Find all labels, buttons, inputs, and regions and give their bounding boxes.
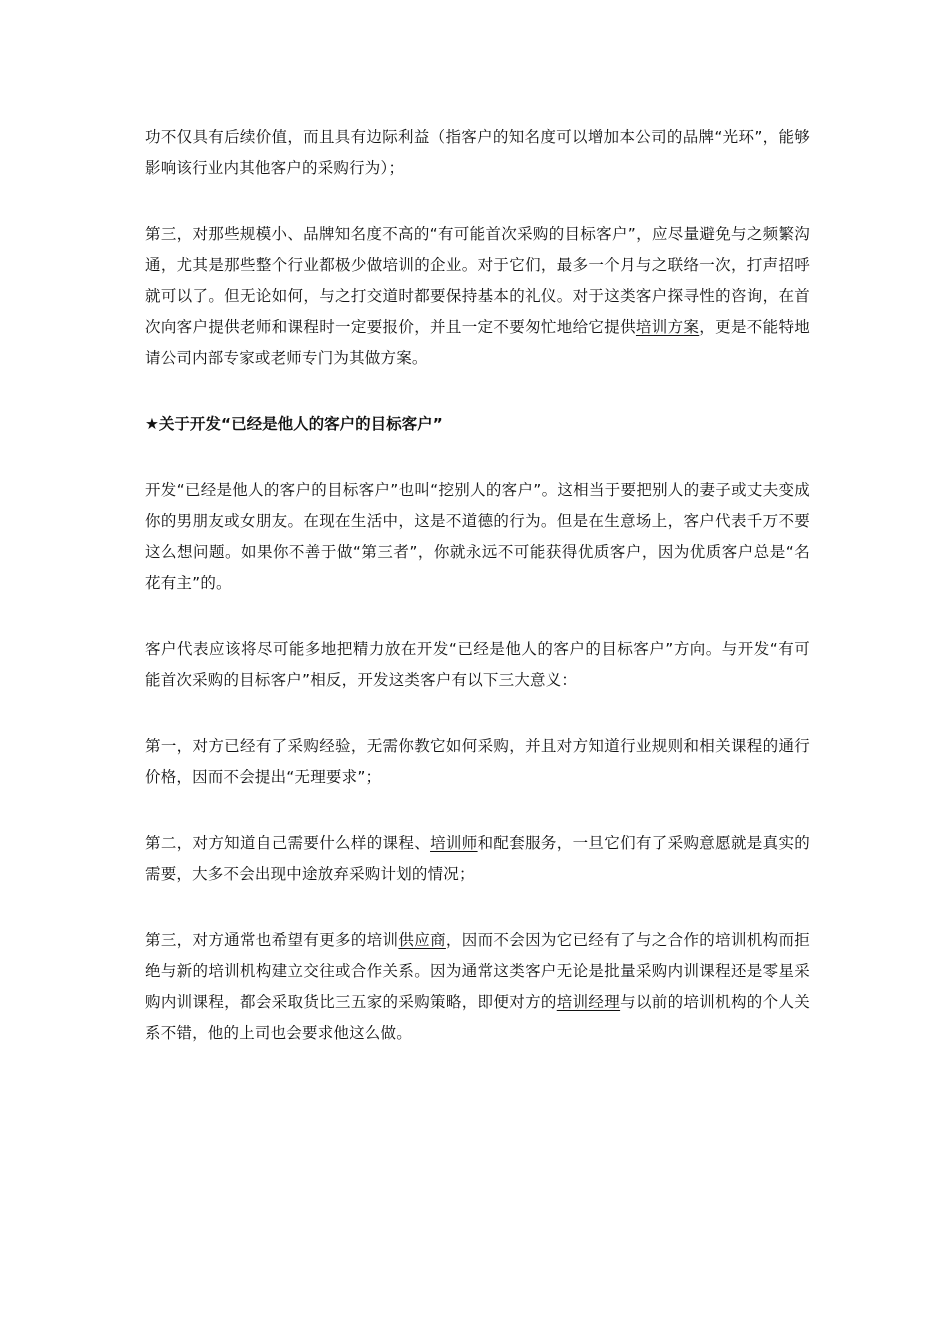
paragraph-4 bbox=[145, 634, 810, 696]
paragraph-5-text: 第一，对方已经有了采购经验，无需你教它如何采购，并且对方知道行业规则和相关课程的通行价格，因而不会提出“无理要求”； bbox=[145, 737, 810, 786]
link-trainer[interactable]: 培训师 bbox=[430, 834, 478, 852]
link-training-manager[interactable]: 培训经理 bbox=[556, 993, 621, 1011]
paragraph-7 bbox=[145, 925, 810, 1049]
paragraph-1 bbox=[145, 122, 810, 184]
paragraph-5 bbox=[145, 731, 810, 793]
paragraph-7-text-middle: ，因而不会因为它已经有了与之合作的培训机构而拒绝与新的培训机构建立交往或合作关系。因为通常这类客户无论是批量采购内训课程还是零星采购内训课程，都会采取货比三五家的采购策略，即便对方的 bbox=[145, 931, 811, 1011]
paragraph-2 bbox=[145, 219, 810, 374]
paragraph-7-text-before: 第三，对方通常也希望有更多的培训 bbox=[145, 931, 399, 949]
paragraph-2-text-after: ，更是不能特地请公司内部专家或老师专门为其做方案。 bbox=[145, 318, 810, 367]
paragraph-6 bbox=[145, 828, 810, 890]
paragraph-6-text-after: 和配套服务，一旦它们有了采购意愿就是真实的需要，大多不会出现中途放弃采购计划的情况； bbox=[145, 834, 811, 883]
section-heading: ★关于开发“已经是他人的客户的目标客户” bbox=[145, 415, 443, 433]
link-training-plan[interactable]: 培训方案 bbox=[635, 318, 700, 336]
paragraph-1-text: 功不仅具有后续价值，而且具有边际利益（指客户的知名度可以增加本公司的品牌“光环”，能够影响该行业内其他客户的采购行为）； bbox=[145, 128, 810, 177]
document-body bbox=[145, 122, 810, 1084]
paragraph-4-text: 客户代表应该将尽可能多地把精力放在开发“已经是他人的客户的目标客户”方向。与开发“有可能首次采购的目标客户”相反，开发这类客户有以下三大意义： bbox=[145, 640, 810, 689]
link-supplier[interactable]: 供应商 bbox=[398, 931, 446, 949]
paragraph-2-text-before: 第三，对那些规模小、品牌知名度不高的“有可能首次采购的目标客户”，应尽量避免与之频繁沟通，尤其是那些整个行业都极少做培训的企业。对于它们，最多一个月与之联络一次，打声招呼就可以了。但无论如何，与之打交道时都要保持基本的礼仪。对于这类客户探寻性的咨询，在首次向客户提供老师和课程时一定要报价，并且一定不要匆忙地给它提供 bbox=[145, 225, 810, 336]
paragraph-7-text-after: 与以前的培训机构的个人关系不错，他的上司也会要求他这么做。 bbox=[145, 993, 811, 1042]
paragraph-6-text-before: 第二，对方知道自己需要什么样的课程、 bbox=[145, 834, 431, 852]
paragraph-3-text: 开发“已经是他人的客户的目标客户”也叫“挖别人的客户”。这相当于要把别人的妻子或丈夫变成你的男朋友或女朋友。在现在生活中，这是不道德的行为。但是在生意场上，客户代表千万不要这么想问题。如果你不善于做“第三者”，你就永远不可能获得优质客户，因为优质客户总是“名花有主”的。 bbox=[145, 481, 810, 592]
paragraph-3 bbox=[145, 475, 810, 599]
